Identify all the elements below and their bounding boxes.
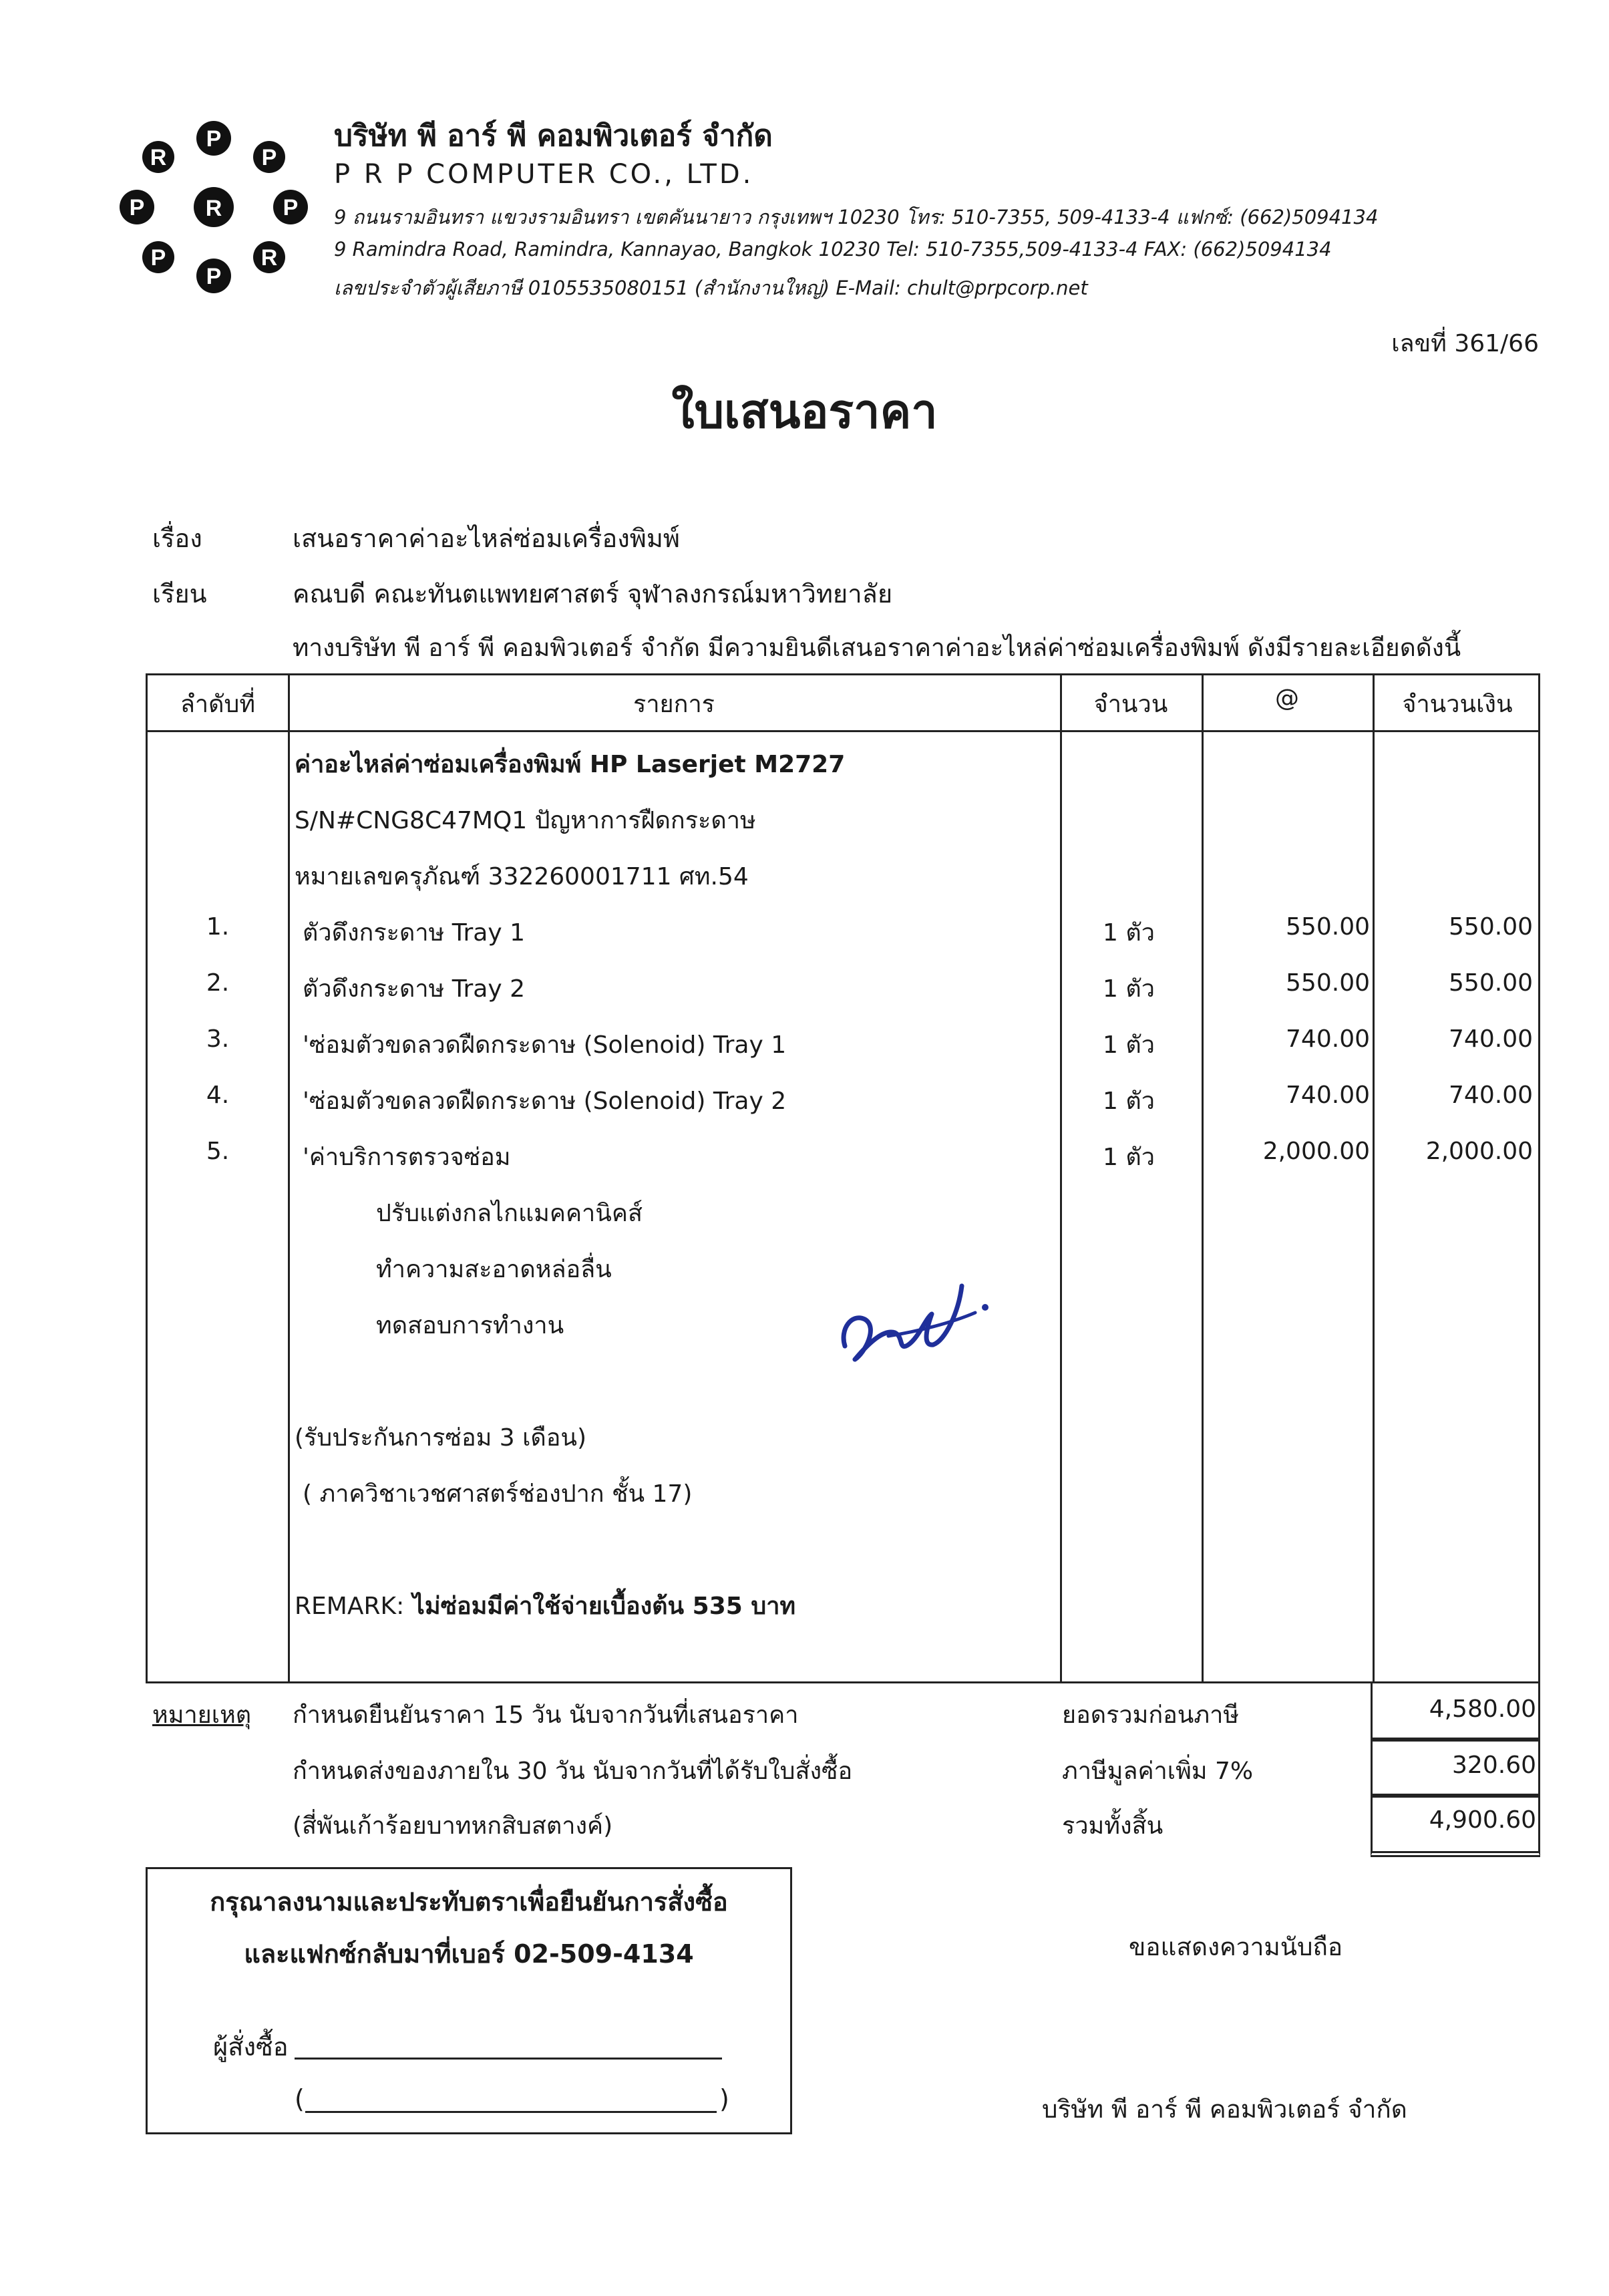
row-qty: 1 ตัว bbox=[1103, 1144, 1155, 1171]
header-qty: จำนวน bbox=[1093, 691, 1168, 718]
intro-text: ทางบริษัท พี อาร์ พี คอมพิวเตอร์ จำกัด มีความยินดีเสนอราคาค่าอะไหล่ค่าซ่อมเครื่องพิมพ์ ดังมีรายละเอียดดังนี้ bbox=[293, 633, 1461, 662]
row-desc: 'ซ่อมตัวขดลวดฝืดกระดาษ (Solenoid) Tray 1 bbox=[303, 1031, 787, 1059]
buyer-label: ผู้สั่งซื้อ bbox=[213, 2032, 289, 2062]
notes-label: หมายเหตุ bbox=[152, 1701, 252, 1729]
buyer-name-line[interactable] bbox=[305, 2111, 717, 2113]
company-address-th: 9 ถนนรามอินทรา แขวงรามอินทรา เขตคันนายาว กรุงเทพฯ 10230 โทร: 510-7355, 509-4133-4 แฟกซ์: (662)5094134 bbox=[334, 206, 1379, 228]
logo-letter: R bbox=[150, 145, 167, 170]
company-name-th: บริษัท พี อาร์ พี คอมพิวเตอร์ จำกัด bbox=[334, 119, 773, 153]
row-amount: 740.00 bbox=[1449, 1082, 1533, 1109]
document-number: เลขที่ 361/66 bbox=[1391, 330, 1539, 357]
company-address-en: 9 Ramindra Road, Ramindra, Kannayao, Bangkok 10230 Tel: 510-7355,509-4133-4 FAX: (662)5094134 bbox=[334, 238, 1332, 261]
row-amount: 740.00 bbox=[1449, 1025, 1533, 1053]
logo-letter: P bbox=[129, 195, 145, 220]
notes-validity: กำหนดยืนยันราคา 15 วัน นับจากวันที่เสนอราคา bbox=[293, 1701, 799, 1729]
company-logo bbox=[117, 117, 311, 297]
serial-number: S/N#CNG8C47MQ1 ปัญหาการฝืดกระดาษ bbox=[295, 807, 756, 834]
fax-instruction: และแฟกซ์กลับมาที่เบอร์ 02-509-4134 bbox=[244, 1939, 694, 1969]
item-heading: ค่าอะไหล่ค่าซ่อมเครื่องพิมพ์ HP Laserjet M2727 bbox=[295, 751, 846, 778]
row-no: 2. bbox=[206, 969, 230, 997]
recipient-label: เรียน bbox=[152, 579, 207, 609]
document-title: ใบเสนอราคา bbox=[671, 384, 938, 439]
row-qty: 1 ตัว bbox=[1103, 1031, 1155, 1059]
vat-label: ภาษีมูลค่าเพิ่ม 7% bbox=[1062, 1758, 1254, 1785]
row-desc: ตัวดึงกระดาษ Tray 2 bbox=[303, 975, 525, 1003]
row-desc: ตัวดึงกระดาษ Tray 1 bbox=[303, 919, 525, 947]
subject-label: เรื่อง bbox=[152, 524, 202, 553]
logo-letter: R bbox=[260, 245, 278, 271]
remark-prefix: REMARK: bbox=[295, 1593, 405, 1620]
confirm-instruction: กรุณาลงนามและประทับตราเพื่อยืนยันการสั่งซื้อ bbox=[210, 1887, 728, 1917]
row-price: 740.00 bbox=[1286, 1082, 1370, 1109]
row-amount: 550.00 bbox=[1449, 969, 1533, 997]
handwritten-signature bbox=[825, 1266, 992, 1379]
order-confirmation-box bbox=[146, 1867, 792, 2134]
logo-letter: P bbox=[261, 145, 277, 170]
logo-letter: P bbox=[150, 245, 166, 271]
vat-value: 320.60 bbox=[1452, 1752, 1536, 1779]
header-amount: จำนวนเงิน bbox=[1402, 691, 1513, 718]
amount-in-words: (สี่พันเก้าร้อยบาทหกสิบสตางค์) bbox=[293, 1812, 613, 1840]
logo-letter: P bbox=[283, 195, 299, 220]
subtotal-value: 4,580.00 bbox=[1429, 1695, 1536, 1723]
row-no: 4. bbox=[206, 1082, 230, 1109]
row-qty: 1 ตัว bbox=[1103, 975, 1155, 1003]
service-sub-item: ปรับแต่งกลไกแมคคานิคส์ bbox=[376, 1200, 643, 1227]
recipient-text: คณบดี คณะทันตแพทยศาสตร์ จุฬาลงกรณ์มหาวิทยาลัย bbox=[293, 579, 893, 609]
header-price: @ bbox=[1275, 685, 1299, 712]
items-table bbox=[146, 673, 1540, 1683]
service-sub-item: ทดสอบการทำงาน bbox=[376, 1312, 564, 1339]
row-amount: 550.00 bbox=[1449, 913, 1533, 941]
logo-letter: P bbox=[206, 264, 222, 289]
remark-text bbox=[295, 1587, 795, 1625]
company-name-en: P R P COMPUTER CO., LTD. bbox=[334, 159, 754, 190]
grand-total-value: 4,900.60 bbox=[1429, 1806, 1536, 1834]
row-desc: 'ค่าบริการตรวจซ่อม bbox=[303, 1144, 511, 1171]
subtotal-label: ยอดรวมก่อนภาษี bbox=[1062, 1701, 1240, 1729]
header-divider bbox=[148, 730, 1538, 732]
row-price: 550.00 bbox=[1286, 969, 1370, 997]
row-price: 550.00 bbox=[1286, 913, 1370, 941]
buyer-signature-line[interactable] bbox=[295, 2058, 722, 2060]
asset-number: หมายเลขครุภัณฑ์ 332260001711 ศท.54 bbox=[295, 863, 749, 890]
row-price: 740.00 bbox=[1286, 1025, 1370, 1053]
subject-text: เสนอราคาค่าอะไหล่ซ่อมเครื่องพิมพ์ bbox=[293, 524, 680, 553]
row-no: 1. bbox=[206, 913, 230, 941]
closing-company: บริษัท พี อาร์ พี คอมพิวเตอร์ จำกัด bbox=[1042, 2095, 1407, 2124]
service-sub-item: ทำความสะอาดหล่อลื่น bbox=[376, 1256, 612, 1283]
row-price: 2,000.00 bbox=[1262, 1138, 1370, 1165]
header-item: รายการ bbox=[633, 691, 715, 718]
company-tax-email: เลขประจำตัวผู้เสียภาษี 0105535080151 (สำนักงานใหญ่) E-Mail: chult@prpcorp.net bbox=[334, 277, 1088, 299]
row-amount: 2,000.00 bbox=[1425, 1138, 1533, 1165]
row-desc: 'ซ่อมตัวขดลวดฝืดกระดาษ (Solenoid) Tray 2 bbox=[303, 1088, 787, 1115]
row-qty: 1 ตัว bbox=[1103, 1088, 1155, 1115]
column-divider bbox=[288, 675, 290, 1681]
column-divider bbox=[1202, 675, 1204, 1681]
column-divider bbox=[1060, 675, 1062, 1681]
grand-total-label: รวมทั้งสิ้น bbox=[1062, 1812, 1164, 1840]
paren-open: ( bbox=[295, 2084, 305, 2114]
row-no: 5. bbox=[206, 1138, 230, 1165]
column-divider bbox=[1373, 675, 1375, 1681]
notes-delivery: กำหนดส่งของภายใน 30 วัน นับจากวันที่ได้รับใบสั่งซื้อ bbox=[293, 1758, 853, 1785]
warranty-text: (รับประกันการซ่อม 3 เดือน) bbox=[295, 1424, 587, 1452]
row-no: 3. bbox=[206, 1025, 230, 1053]
location-text: ( ภาควิชาเวชศาสตร์ช่องปาก ชั้น 17) bbox=[303, 1480, 693, 1508]
header-no: ลำดับที่ bbox=[180, 691, 256, 718]
logo-letter: P bbox=[206, 126, 222, 152]
closing-regards: ขอแสดงความนับถือ bbox=[1129, 1933, 1343, 1961]
row-qty: 1 ตัว bbox=[1103, 919, 1155, 947]
remark-body: ไม่ซ่อมมีค่าใช้จ่ายเบื้องต้น 535 บาท bbox=[404, 1593, 796, 1620]
paren-close: ) bbox=[719, 2084, 729, 2114]
logo-letter: R bbox=[205, 196, 222, 221]
